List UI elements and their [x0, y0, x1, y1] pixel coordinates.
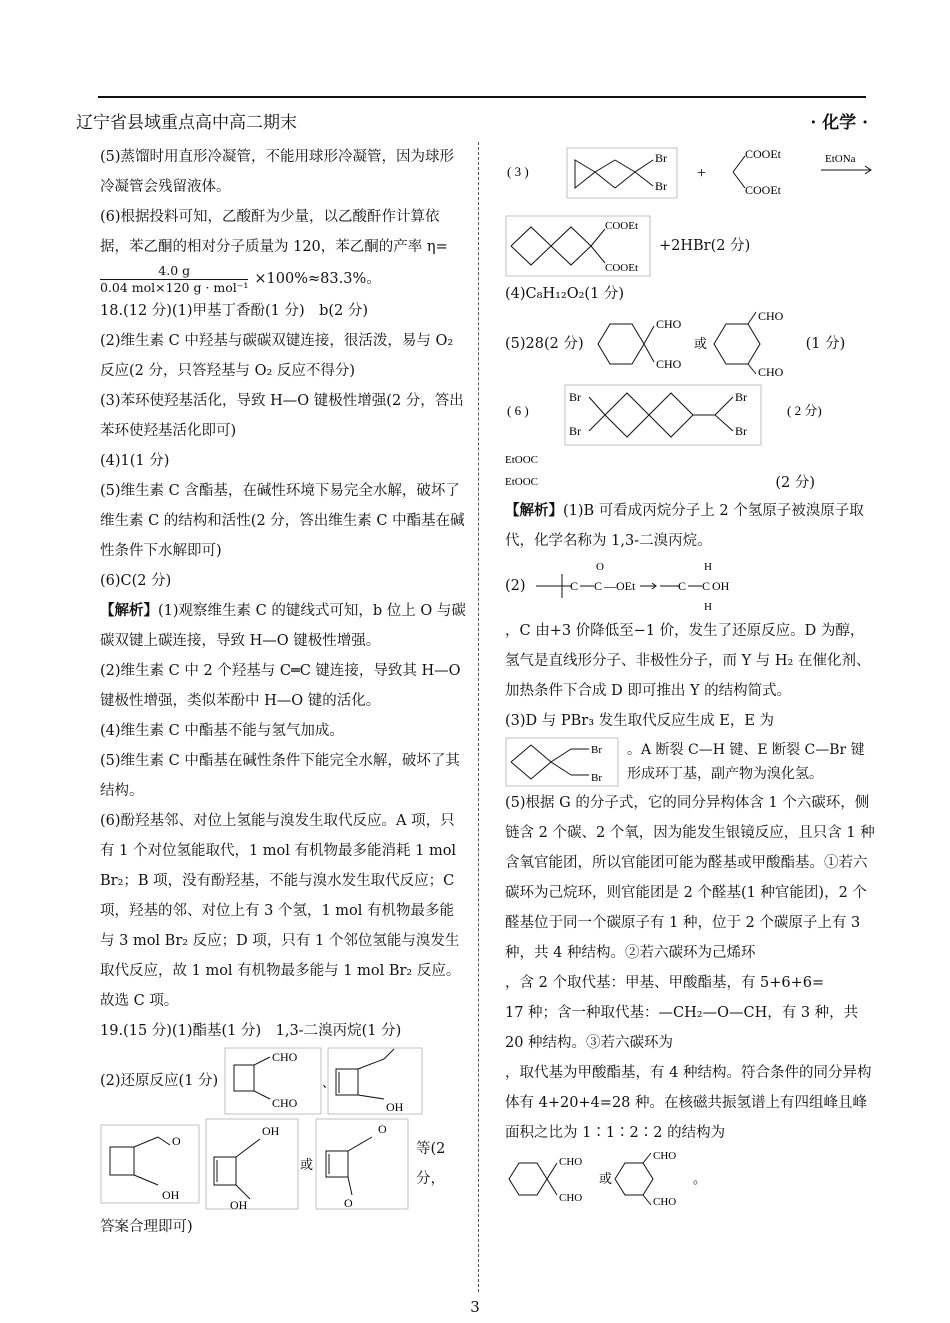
answer-19-4: (4)C₈H₁₂O₂(1 分)	[505, 286, 625, 302]
structure-spiro-diester	[505, 215, 653, 277]
analysis-18-2: (2)维生素 C 中 2 个羟基与 C═C 键连接，导致其 H—O 键极性增强，类似苯酚中 H—O 键的活化。	[100, 663, 461, 709]
right-column	[505, 142, 875, 1208]
analysis-19-5-d: ，取代基为甲酸酯基，有 4 种结构。符合条件的同分异构体有 4+20+4=28 种。在核磁共振氢谱上有四组峰且峰面积之比为 1∶1∶2∶2 的结构为	[505, 1065, 872, 1141]
br-label: Br	[655, 151, 667, 165]
c-label: C	[701, 579, 710, 593]
structure-final-pair	[505, 1149, 705, 1207]
cho-label: CHO	[655, 357, 681, 371]
or-label: 或	[693, 336, 707, 351]
answer-19-5	[505, 309, 875, 379]
answer-18-6: (6)C(2 分)	[100, 573, 172, 589]
cooet-label: COOEt	[745, 147, 781, 161]
answer-19-2-note-end: 答案合理即可)	[100, 1219, 193, 1235]
answer-19-5-score: (1 分)	[805, 336, 846, 352]
h-label: H	[703, 561, 712, 573]
answer-19-2-note: 等(2 分，	[416, 1141, 446, 1187]
answer-18-4: (4)1(1 分)	[100, 453, 170, 469]
analysis-19-5-structures	[505, 1148, 875, 1208]
cho-label: CHO	[757, 309, 783, 323]
cooet-label: COOEt	[745, 183, 781, 197]
q3-label: ( 3 )	[507, 164, 529, 179]
analysis-label: 【解析】	[100, 602, 158, 619]
separator: 、	[322, 1075, 336, 1090]
answer-19-6-score: (2 分)	[775, 475, 815, 491]
br-label: Br	[591, 772, 602, 784]
cho-label: CHO	[559, 1156, 583, 1168]
oh-label: OH	[711, 579, 729, 593]
yield-formula	[100, 262, 466, 296]
left-column	[100, 142, 466, 1242]
answer-18-5: (5)维生素 C 含酯基，在碱性环境下易完全水解，破坏了维生素 C 的结构和活性(2 分，答出维生素 C 中酯基在碱性条件下水解即可)	[100, 483, 465, 559]
oh-label: OH	[162, 1188, 180, 1202]
answer-17-6: (6)根据投料可知，乙酸酐为少量，以乙酸酐作计算依据，苯乙酮的相对分子质量为 120，苯乙酮的产率 η=	[100, 209, 448, 255]
cho-label: CHO	[559, 1192, 583, 1204]
cho-label: CHO	[653, 1150, 677, 1162]
c-label: C	[569, 579, 578, 593]
analysis-19-5-c: 17 种；含一种取代基：—CH₂—O—CH，有 3 种，共 20 种结构。③若六碳环为	[505, 1005, 859, 1051]
yield-result: ×100%≈83.3%。	[254, 271, 381, 287]
reduction-scheme	[532, 558, 742, 614]
cooet-label: COOEt	[605, 220, 638, 232]
q6-score: ( 2 分)	[787, 403, 822, 418]
header-title: 辽宁省县域重点高中高二期末	[76, 113, 297, 133]
analysis-18-1	[100, 596, 466, 656]
analysis-19-5-b: ，含 2 个取代基：甲基、甲酸酯基，有 5+6+6=	[505, 975, 825, 991]
br-label: Br	[735, 424, 747, 438]
or-label: 或	[599, 1171, 613, 1186]
analysis-18-6: (6)酚羟基邻、对位上氢能与溴发生取代反应。A 项，只有 1 个对位氢能取代，1 mol 有机物最多能消耗 1 mol Br₂；B 项，没有酚羟基，不能与溴水发生取代反应；C 项，羟基的邻、对位上有 3 个氢，1 mol 有机物最多能与 3 mol Br₂ 反应；D 项，只有 1 个邻位氢能与溴发生取代反应，故 1 mol 有机物最多能与 1 mol Br₂ 反应。故选 C 项。	[100, 813, 461, 1009]
o-label: O	[595, 561, 604, 573]
answer-19-6	[505, 379, 875, 489]
answer-17-5: (5)蒸馏时用直形冷凝管，不能用球形冷凝管，因为球形冷凝管会残留液体。	[100, 149, 455, 195]
analysis-19-1	[505, 496, 875, 556]
etooc-label: EtOOC	[505, 476, 538, 488]
structure-cyclobutane-diald	[224, 1047, 424, 1115]
cooet-label: COOEt	[605, 262, 638, 274]
reaction-19-3-byproduct: +2HBr(2 分)	[659, 238, 751, 254]
period: 。	[693, 1171, 707, 1186]
analysis-19-3: (3)D 与 PBr₃ 发生取代反应生成 E，E 为	[505, 713, 775, 729]
analysis-19-5: (5)根据 G 的分子式，它的同分异构体含 1 个六碳环，侧链含 2 个碳、2 个氧，因为能发生银镜反应，且只含 1 种含氧官能团，所以官能团可能为醛基或甲酸酯基。①若六碳环为己烷环，则官能团是 2 个醛基(1 种官能团)，2 个醛基位于同一个碳原子有 1 种，位于 2 个碳原子上有 3 种，共 4 种结构。②若六碳环为己烯环	[505, 795, 875, 961]
analysis-label: 【解析】	[505, 502, 563, 519]
answer-18-1: 18.(12 分)(1)甲基丁香酚(1 分) b(2 分)	[100, 303, 369, 319]
analysis-19-3-structure	[505, 736, 875, 788]
o-label: O	[344, 1196, 353, 1210]
br-label: Br	[735, 390, 747, 404]
br-label: Br	[591, 744, 602, 756]
answer-19-1: 19.(15 分)(1)酯基(1 分) 1,3-二溴丙烷(1 分)	[100, 1023, 402, 1039]
oh-label: OH	[230, 1198, 248, 1212]
fraction-numerator: 4.0 g	[100, 263, 248, 280]
plus-sign: +	[697, 165, 707, 182]
reaction-19-3	[505, 142, 875, 202]
answer-19-5-label: (5)28(2 分)	[505, 336, 584, 352]
yield-fraction	[100, 263, 248, 296]
o-label: O	[378, 1122, 387, 1136]
analysis-19-2-label: (2)	[505, 578, 526, 594]
cho-label: CHO	[272, 1096, 298, 1110]
column-divider	[478, 142, 479, 1292]
cho-label: CHO	[272, 1050, 298, 1064]
or-label: 或	[300, 1157, 314, 1172]
analysis-19-2	[505, 556, 875, 616]
page-number: 3	[470, 1298, 480, 1316]
analysis-18-4: (4)维生素 C 中酯基不能与氢气加成。	[100, 723, 344, 739]
analysis-19-2-text: ，C 由+3 价降低至−1 价，发生了还原反应。D 为醇，氢气是直线形分子、非极性分子，而 Y 与 H₂ 在催化剂、加热条件下合成 D 即可推出 Y 的结构简式。	[505, 623, 871, 699]
answer-19-2	[100, 1046, 466, 1116]
o-label: O	[172, 1134, 181, 1148]
q6-label: ( 6 )	[507, 403, 529, 418]
structure-e	[505, 737, 621, 787]
analysis-19-3-text: 。A 断裂 C—H 键、E 断裂 C—Br 键形成环丁基，副产物为溴化氢。	[627, 742, 865, 782]
structure-set-2	[100, 1117, 410, 1211]
br-label: Br	[655, 179, 667, 193]
cho-label: CHO	[653, 1196, 677, 1208]
answer-18-2: (2)维生素 C 中羟基与碳碳双键连接，很活泼，易与 O₂ 反应(2 分，只答羟基与 O₂ 反应不得分)	[100, 333, 454, 379]
header-subject: · 化学 ·	[810, 113, 868, 133]
reaction-19-3-product	[505, 213, 875, 279]
header-rule	[98, 96, 866, 98]
answer-19-2-label: (2)还原反应(1 分)	[100, 1073, 219, 1089]
fraction-denominator: 0.04 mol×120 g · mol⁻¹	[100, 279, 249, 295]
br-label: Br	[569, 424, 581, 438]
h-label: H	[703, 601, 712, 613]
br-label: Br	[569, 390, 581, 404]
etooc-label: EtOOC	[505, 454, 538, 466]
cho-label: CHO	[655, 317, 681, 331]
analysis-19-1-text: (1)B 可看成丙烷分子上 2 个氢原子被溴原子取代，化学名称为 1,3-二溴丙烷。	[505, 503, 864, 549]
answer-18-3: (3)苯环使羟基活化，导致 H—O 键极性增强(2 分，答出苯环使羟基活化即可)	[100, 393, 464, 439]
c-label: C	[677, 579, 686, 593]
structure-cho-pair	[590, 310, 800, 378]
oet-label: —OEt	[603, 579, 635, 593]
etona-label: EtONa	[825, 153, 856, 165]
cho-label: CHO	[757, 365, 783, 379]
oh-label: OH	[386, 1100, 404, 1114]
analysis-18-5: (5)维生素 C 中酯基在碱性条件下能完全水解，破坏了其结构。	[100, 753, 460, 799]
c-label: C	[593, 579, 602, 593]
oh-label: OH	[262, 1124, 280, 1138]
answer-19-2-more	[100, 1116, 466, 1212]
analysis-18-1-text: (1)观察维生素 C 的键线式可知，b 位上 O 与碳碳双键上碳连接，导致 H—O 键极性增强。	[100, 603, 466, 649]
